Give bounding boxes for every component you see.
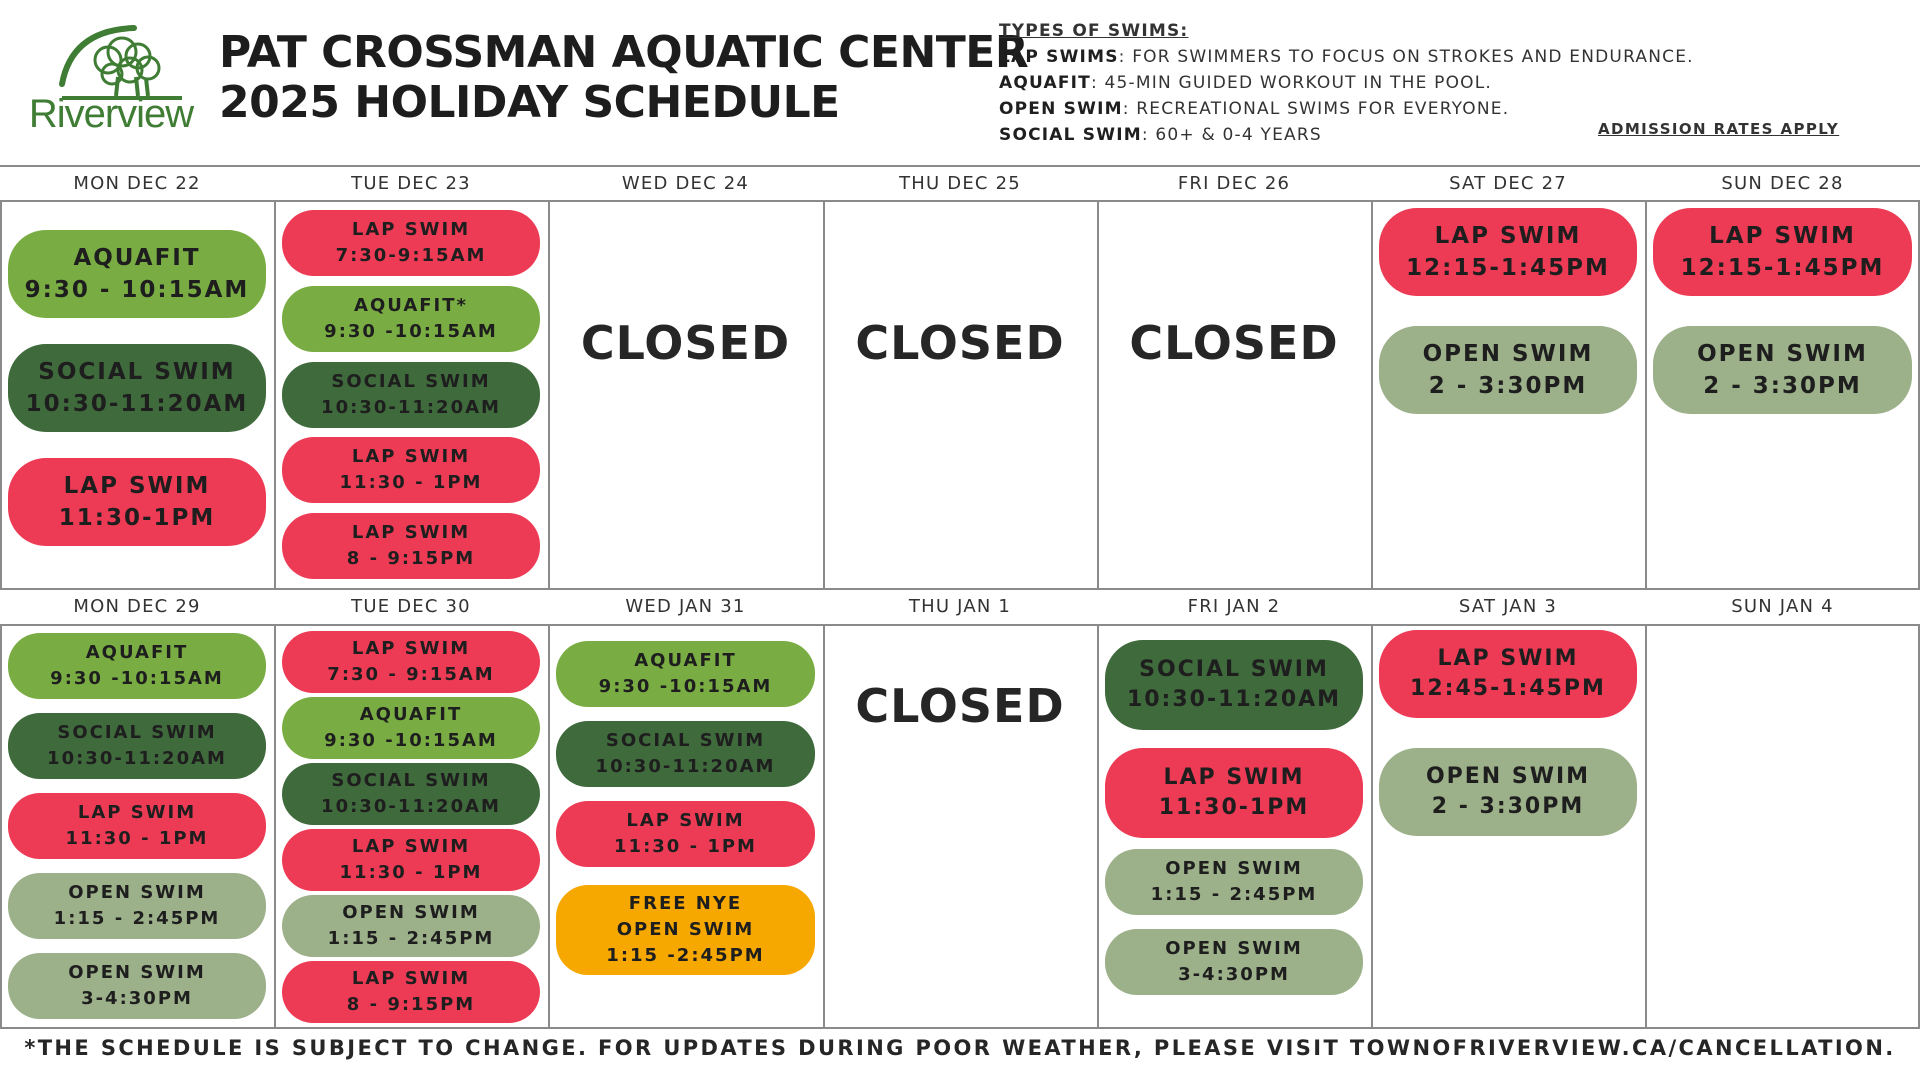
session-name: AQUAFIT (359, 704, 463, 725)
session-pill-social (8, 344, 266, 432)
session-time: 1:15 - 2:45PM (327, 928, 495, 949)
session-time: 10:30-11:20AM (595, 756, 776, 777)
session-time: 11:30-1PM (1158, 795, 1310, 820)
day-header: SAT JAN 3 (1458, 596, 1558, 617)
day-header: SUN DEC 28 (1721, 173, 1844, 194)
day-header: SUN JAN 4 (1731, 596, 1834, 617)
session-time: 11:30 - 1PM (65, 828, 209, 849)
session-name: LAP SWIM (351, 638, 471, 659)
grid-divider (1645, 625, 1647, 1027)
session-name: LAP SWIM (351, 522, 471, 543)
footer-note: *THE SCHEDULE IS SUBJECT TO CHANGE. FOR UPDATES DURING POOR WEATHER, PLEASE VISIT TOWNOFRIVERVIEW.CA/CANCELLATION. (24, 1036, 1896, 1060)
session-name: LAP SWIM (351, 968, 471, 989)
session-name: AQUAFIT (73, 245, 201, 271)
swim-type-open: OPEN SWIM: RECREATIONAL SWIMS FOR EVERYONE. (999, 99, 1510, 119)
session-time: 10:30-11:20AM (47, 748, 227, 769)
session-time: 3-4:30PM (81, 988, 193, 1009)
session-name: LAP SWIM (1163, 765, 1305, 790)
session-time: 3-4:30PM (1178, 964, 1290, 985)
grid-divider (1371, 625, 1373, 1027)
grid-divider (1097, 625, 1099, 1027)
session-name: SOCIAL SWIM (331, 770, 491, 791)
session-name: LAP SWIM (63, 473, 211, 499)
session-pill-lap (8, 793, 266, 859)
closed-label: CLOSED (1129, 316, 1339, 370)
grid-divider (274, 202, 276, 588)
grid-divider (0, 202, 2, 588)
session-name: AQUAFIT* (354, 295, 468, 316)
session-time: 9:30 -10:15AM (598, 676, 773, 697)
grid-divider (548, 625, 550, 1027)
admission-note: ADMISSION RATES APPLY (1598, 120, 1840, 138)
session-time: 7:30-9:15AM (335, 245, 487, 266)
session-name: OPEN SWIM (68, 882, 206, 903)
closed-label: CLOSED (855, 316, 1065, 370)
session-pill-social (8, 713, 266, 779)
session-name: LAP SWIM (351, 446, 471, 467)
session-pill-lap (1653, 208, 1912, 296)
grid-divider (1918, 625, 1920, 1027)
session-name: AQUAFIT (85, 642, 189, 663)
session-name: SOCIAL SWIM (1139, 657, 1329, 682)
session-name: OPEN SWIM (342, 902, 480, 923)
session-pill-social (556, 721, 815, 787)
session-name: OPEN SWIM (68, 962, 206, 983)
session-name: AQUAFIT (634, 650, 737, 671)
session-pill-lap (282, 513, 540, 579)
session-pill-open (1105, 849, 1363, 915)
grid-divider (0, 625, 2, 1027)
day-header: THU DEC 25 (899, 173, 1021, 194)
swim-type-social: SOCIAL SWIM: 60+ & 0-4 YEARS (999, 125, 1322, 145)
title-line-1: PAT CROSSMAN AQUATIC CENTER (219, 27, 1029, 78)
session-time: 11:30 - 1PM (339, 472, 483, 493)
session-time: 9:30 -10:15AM (324, 321, 498, 342)
session-pill-lap (1105, 748, 1363, 838)
grid-divider (548, 202, 550, 588)
session-pill-aqua (556, 641, 815, 707)
session-name: SOCIAL SWIM (331, 371, 491, 392)
session-name: OPEN SWIM (616, 919, 755, 940)
session-time: 10:30-11:20AM (25, 391, 249, 417)
page-title (219, 28, 1028, 128)
session-pill-open (282, 895, 540, 957)
session-time: 12:15-1:45PM (1406, 255, 1610, 281)
session-pill-social (282, 763, 540, 825)
grid-divider (1645, 202, 1647, 588)
session-name: OPEN SWIM (1165, 858, 1303, 879)
session-name: LAP SWIM (351, 836, 471, 857)
session-name: OPEN SWIM (1422, 341, 1594, 367)
session-name: SOCIAL SWIM (605, 730, 766, 751)
swim-type-lap: LAP SWIMS: FOR SWIMMERS TO FOCUS ON STROKES AND ENDURANCE. (999, 47, 1694, 67)
session-pill-open (1105, 929, 1363, 995)
logo-wordmark: Riverview (28, 92, 194, 136)
day-header: TUE DEC 30 (351, 596, 471, 617)
session-time: 1:15 - 2:45PM (1150, 884, 1318, 905)
session-pill-open (1379, 748, 1637, 836)
session-name: LAP SWIM (1709, 223, 1856, 249)
swim-type-aquafit: AQUAFIT: 45-MIN GUIDED WORKOUT IN THE POOL. (999, 73, 1493, 93)
session-time: 1:15 - 2:45PM (53, 908, 221, 929)
session-time: 11:30 - 1PM (339, 862, 483, 883)
session-time: 10:30-11:20AM (321, 796, 501, 817)
session-pill-social (1105, 640, 1363, 730)
grid-divider (274, 625, 276, 1027)
session-pill-open (8, 873, 266, 939)
session-pill-open (1653, 326, 1912, 414)
day-header: FRI JAN 2 (1187, 596, 1281, 617)
session-time: 2 - 3:30PM (1428, 373, 1588, 399)
session-pill-free (556, 885, 815, 975)
session-pill-lap (282, 829, 540, 891)
session-pill-lap (1379, 208, 1637, 296)
swim-types-heading: TYPES OF SWIMS: (999, 21, 1189, 41)
grid-divider (823, 202, 825, 588)
session-time: 1:15 -2:45PM (606, 945, 765, 966)
closed-label: CLOSED (580, 316, 791, 370)
riverview-logo (22, 22, 200, 137)
session-time: 10:30-11:20AM (321, 397, 501, 418)
day-header: FRI DEC 26 (1177, 173, 1291, 194)
session-name: LAP SWIM (351, 219, 471, 240)
session-pill-aqua (8, 633, 266, 699)
session-pill-lap (282, 631, 540, 693)
swim-types-legend (999, 18, 1694, 148)
session-name: OPEN SWIM (1165, 938, 1303, 959)
session-pill-lap (1379, 630, 1637, 718)
session-time: 12:15-1:45PM (1680, 255, 1885, 281)
session-time: 11:30-1PM (58, 505, 216, 531)
session-time: 8 - 9:15PM (346, 548, 476, 569)
tree-logo-icon (22, 22, 200, 102)
grid-divider (1097, 202, 1099, 588)
session-name: LAP SWIM (626, 810, 745, 831)
session-pill-aqua (8, 230, 266, 318)
session-pill-lap (556, 801, 815, 867)
session-name: LAP SWIM (1437, 646, 1579, 671)
day-header: SAT DEC 27 (1449, 173, 1567, 194)
session-name: LAP SWIM (1434, 223, 1582, 249)
session-name: OPEN SWIM (1697, 341, 1868, 367)
session-time: 7:30 - 9:15AM (327, 664, 495, 685)
grid-rule (0, 1027, 1920, 1029)
grid-divider (1371, 202, 1373, 588)
session-pill-open (1379, 326, 1637, 414)
session-time: 11:30 - 1PM (614, 836, 757, 857)
day-header: MON DEC 29 (73, 596, 201, 617)
session-time: 2 - 3:30PM (1431, 794, 1585, 819)
session-pill-lap (282, 961, 540, 1023)
grid-divider (1918, 202, 1920, 588)
session-time: 9:30 -10:15AM (324, 730, 498, 751)
session-time: 9:30 -10:15AM (50, 668, 224, 689)
session-time: 9:30 - 10:15AM (24, 277, 250, 303)
session-time: 2 - 3:30PM (1703, 373, 1862, 399)
closed-label: CLOSED (855, 679, 1065, 733)
day-header: WED DEC 24 (621, 173, 750, 194)
session-pill-lap (282, 210, 540, 276)
session-pill-open (8, 953, 266, 1019)
session-time: 8 - 9:15PM (346, 994, 476, 1015)
day-header: THU JAN 1 (908, 596, 1012, 617)
session-pill-social (282, 362, 540, 428)
session-pill-aqua (282, 697, 540, 759)
session-time: 12:45-1:45PM (1410, 676, 1606, 701)
session-name: SOCIAL SWIM (38, 359, 236, 385)
session-name: SOCIAL SWIM (57, 722, 217, 743)
day-header: MON DEC 22 (73, 173, 201, 194)
session-pill-aqua (282, 286, 540, 352)
day-header: TUE DEC 23 (351, 173, 471, 194)
session-time: 10:30-11:20AM (1126, 687, 1342, 712)
day-header: WED JAN 31 (625, 596, 746, 617)
session-name: FREE NYE (628, 893, 743, 914)
session-pill-lap (282, 437, 540, 503)
session-pill-lap (8, 458, 266, 546)
title-line-2: 2025 HOLIDAY SCHEDULE (219, 77, 840, 128)
session-name: LAP SWIM (77, 802, 197, 823)
session-name: OPEN SWIM (1425, 764, 1591, 789)
